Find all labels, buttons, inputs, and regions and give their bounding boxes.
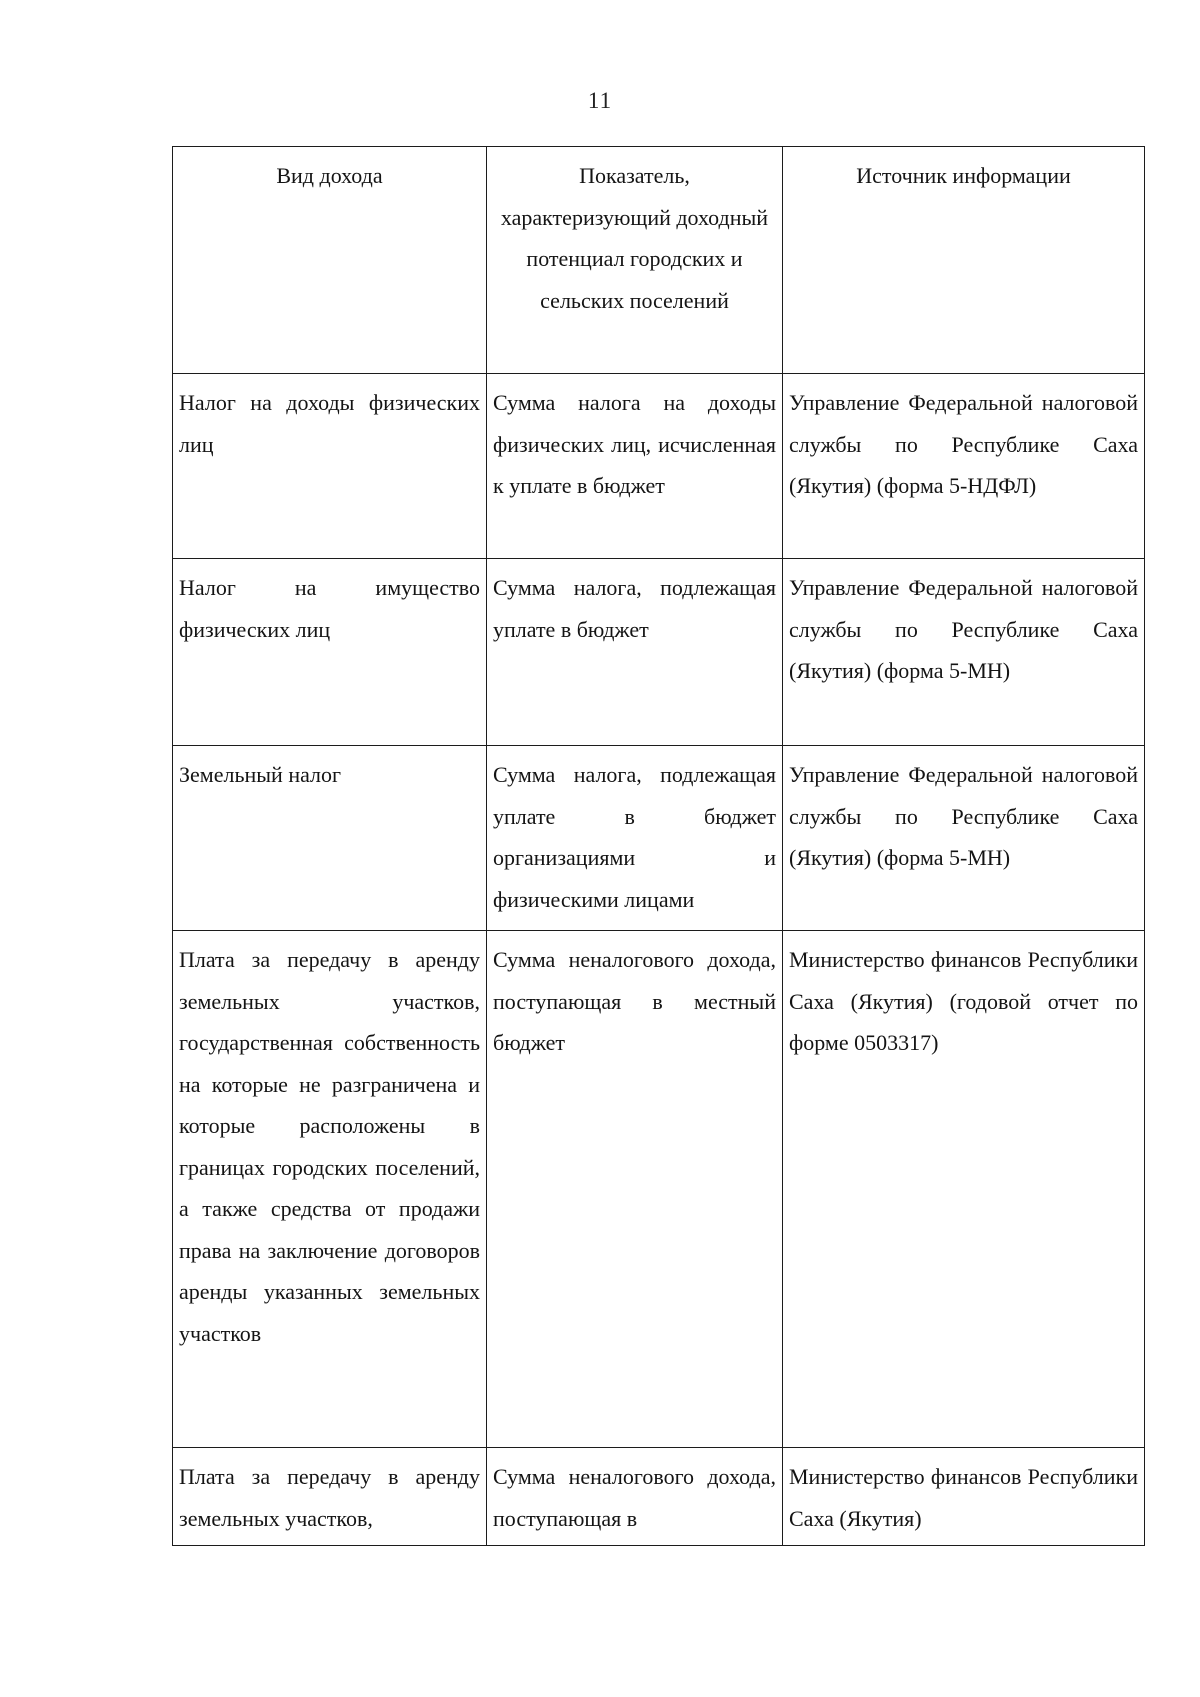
table-row bbox=[173, 1448, 1145, 1546]
header-income-type: Вид дохода bbox=[173, 147, 487, 374]
table-row bbox=[173, 559, 1145, 746]
header-indicator: Показатель, характеризующий доходный потенциал городских и сельских поселений bbox=[487, 147, 783, 374]
indicator-cell: Сумма неналогового дохода, поступающая в bbox=[487, 1448, 783, 1546]
page-number: 11 bbox=[587, 88, 613, 113]
header-source: Источник информации bbox=[783, 147, 1145, 374]
source-cell: Министерство финансов Республики Саха (Якутия) (годовой отчет по форме 0503317) bbox=[783, 931, 1145, 1448]
income-type-cell: Плата за передачу в аренду земельных участков, bbox=[173, 1448, 487, 1546]
income-type-cell: Земельный налог bbox=[173, 746, 487, 931]
table-row bbox=[173, 931, 1145, 1448]
table-row bbox=[173, 746, 1145, 931]
indicator-cell: Сумма налога, подлежащая уплате в бюджет bbox=[487, 559, 783, 746]
income-type-cell: Налог на имущество физических лиц bbox=[173, 559, 487, 746]
source-cell: Управление Федеральной налоговой службы по Республике Саха (Якутия) (форма 5-МН) bbox=[783, 746, 1145, 931]
income-type-cell: Плата за передачу в аренду земельных участков, государственная собственность на которые не разграничена и которые расположены в границах городских поселений, а также средства от продажи права на заключение договоров аренды указанных земельных участков bbox=[173, 931, 487, 1448]
table-row bbox=[173, 374, 1145, 559]
source-cell: Управление Федеральной налоговой службы по Республике Саха (Якутия) (форма 5-МН) bbox=[783, 559, 1145, 746]
indicator-cell: Сумма налога, подлежащая уплате в бюджет организациями и физическими лицами bbox=[487, 746, 783, 931]
source-cell: Управление Федеральной налоговой службы по Республике Саха (Якутия) (форма 5-НДФЛ) bbox=[783, 374, 1145, 559]
income-table bbox=[172, 146, 1145, 1546]
source-cell: Министерство финансов Республики Саха (Якутия) bbox=[783, 1448, 1145, 1546]
income-type-cell: Налог на доходы физических лиц bbox=[173, 374, 487, 559]
indicator-cell: Сумма налога на доходы физических лиц, исчисленная к уплате в бюджет bbox=[487, 374, 783, 559]
table-header-row bbox=[173, 147, 1145, 374]
indicator-cell: Сумма неналогового дохода, поступающая в местный бюджет bbox=[487, 931, 783, 1448]
